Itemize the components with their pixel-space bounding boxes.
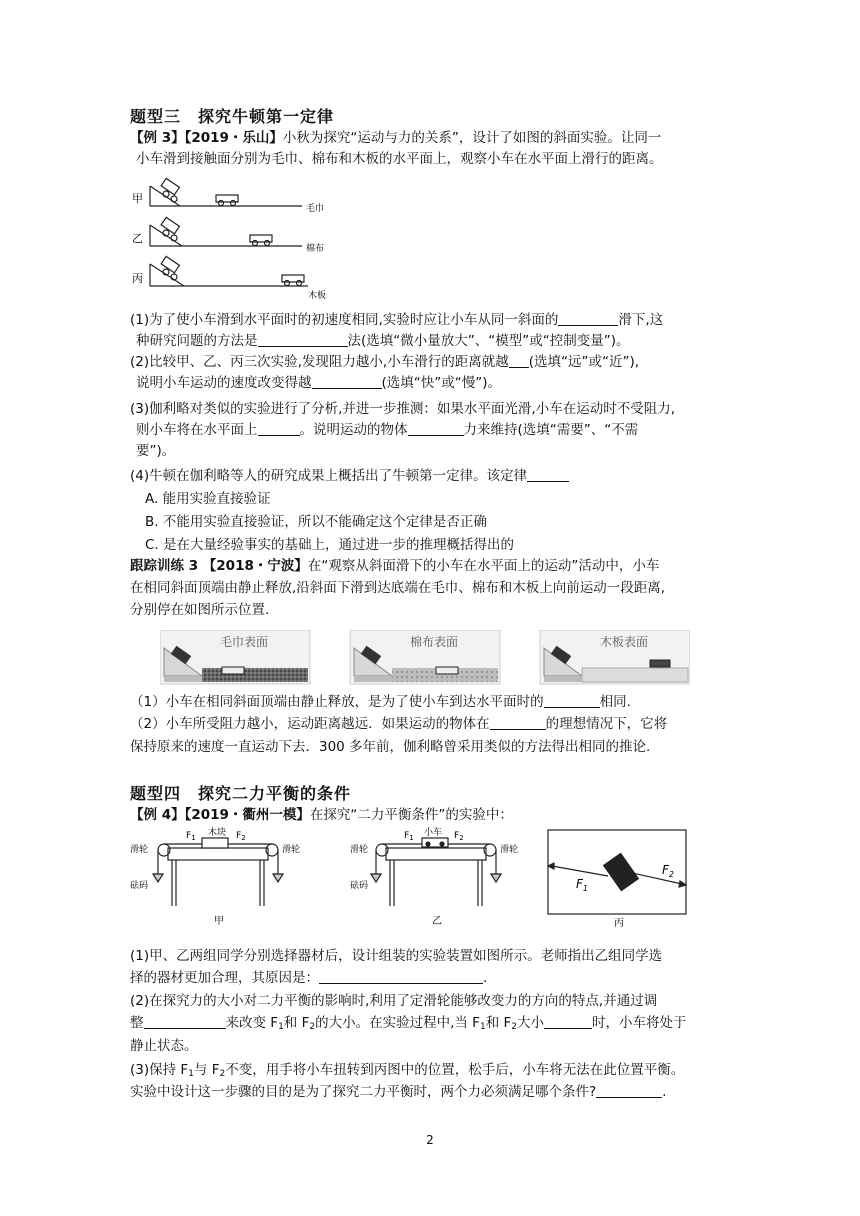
pulley-label-left-yi: 滑轮 bbox=[350, 845, 369, 855]
row-label-bing: 丙 bbox=[132, 272, 143, 285]
answer-blank[interactable] bbox=[312, 374, 382, 389]
tracking-3-line-1 bbox=[130, 556, 659, 576]
tracking-3-text: 在“观察从斜面滑下的小车在水平面上的运动”活动中，小车 bbox=[307, 558, 660, 574]
answer-blank[interactable] bbox=[596, 1083, 662, 1098]
subscript-1: 1 bbox=[188, 1069, 194, 1079]
q3-3-line-1: (3)伽利略对类似的实验进行了分析,并进一步推测：如果水平面光滑,小车在运动时不受阻力, bbox=[130, 401, 675, 417]
tracking-3-q2-text-b: 的理想情况下，它将 bbox=[545, 716, 668, 732]
q4-2-text-f: 和 F bbox=[485, 1015, 512, 1031]
q3-1-text-b: 滑下,这 bbox=[618, 312, 664, 328]
pulley-label-right-yi: 滑轮 bbox=[500, 845, 519, 855]
answer-blank[interactable] bbox=[509, 353, 529, 368]
q3-2-text-b: (选填“远”或“近”), bbox=[528, 354, 640, 370]
q4-1-line-1: (1)甲、乙两组同学分别选择器材后，设计组装的实验装置如图所示。老师指出乙组同学选 bbox=[130, 948, 663, 964]
q3-1-line-1 bbox=[130, 310, 663, 330]
tracking-3-q1-text-b: 相同. bbox=[599, 694, 631, 710]
weight-label-jia: 砝码 bbox=[130, 881, 149, 891]
pulley-label-left-jia: 滑轮 bbox=[130, 845, 149, 855]
pulley-label-right-jia: 滑轮 bbox=[282, 845, 301, 855]
q3-4-text: (4)牛顿在伽利略等人的研究成果上概括出了牛顿第一定律。该定律 bbox=[130, 468, 528, 484]
q3-2-text-d: (选填“快”或“慢”)。 bbox=[381, 375, 502, 391]
example-3-tag: 【例 3】【2019・乐山】 bbox=[130, 130, 283, 146]
tracking-3-line-3: 分别停在如图所示位置. bbox=[130, 602, 270, 618]
q3-2-line-2 bbox=[136, 373, 501, 393]
weight-label-yi: 砝码 bbox=[350, 881, 369, 891]
answer-blank[interactable] bbox=[144, 1014, 226, 1029]
q4-2-text-e: 的大小。在实验过程中,当 F bbox=[315, 1015, 480, 1031]
block-label: 木块 bbox=[208, 828, 227, 838]
q3-2-text-a: (2)比较甲、乙、丙三次实验,发现阻力越小,小车滑行的距离就越 bbox=[130, 354, 509, 370]
q4-2-line-3: 静止状态。 bbox=[130, 1038, 198, 1054]
example-4-tag: 【例 4】【2019・衢州一模】 bbox=[130, 807, 310, 823]
figure-label-yi: 乙 bbox=[432, 916, 442, 927]
subscript-2: 2 bbox=[219, 1069, 226, 1079]
q4-2-text-d: 和 F bbox=[283, 1015, 310, 1031]
example-4-intro bbox=[130, 805, 513, 825]
q4-2-text-g: 大小 bbox=[516, 1015, 544, 1031]
q4-3-line-1 bbox=[130, 1060, 684, 1084]
q3-2-text-c: 说明小车运动的速度改变得越 bbox=[136, 375, 312, 391]
tracking-3-q2-line-2: 保持原来的速度一直运动下去．300 多年前，伽利略曾采用类似的方法得出相同的推论. bbox=[130, 739, 651, 755]
surface-label-wood: 木板 bbox=[308, 291, 327, 301]
q3-3-text-c: 。说明运动的物体 bbox=[299, 422, 408, 438]
surface-label-towel: 毛巾 bbox=[306, 204, 325, 214]
q3-1-text-c: 种研究问题的方法是 bbox=[136, 333, 258, 349]
answer-blank[interactable] bbox=[558, 311, 618, 326]
q3-3-text-b: 则小车将在水平面上 bbox=[136, 422, 258, 438]
f1-label-jia: $F_1$ bbox=[186, 831, 196, 842]
answer-blank[interactable] bbox=[258, 332, 348, 347]
q3-1-text-d: 法(选填“微小量放大”、“模型”或“控制变量”)。 bbox=[347, 333, 630, 349]
figure-label-bing: 丙 bbox=[614, 918, 624, 928]
q4-3-line-2 bbox=[130, 1082, 666, 1102]
cart-label: 小车 bbox=[424, 828, 443, 838]
answer-blank[interactable] bbox=[319, 969, 483, 984]
answer-blank[interactable] bbox=[544, 693, 600, 708]
example-4-text: 在探究“二力平衡条件”的实验中： bbox=[309, 807, 513, 823]
q4-1-text-b: 择的器材更加合理，其原因是： bbox=[130, 970, 319, 986]
tracking-3-tag: 跟踪训练 3 【2018・宁波】 bbox=[130, 558, 308, 574]
incline-experiment-figure bbox=[130, 178, 360, 306]
q4-1-line-2 bbox=[130, 968, 487, 988]
section-4-heading: 题型四 探究二力平衡的条件 bbox=[130, 784, 352, 803]
q4-3-text-d: 实验中设计这一步骤的目的是为了探究二力平衡时，两个力必须满足哪个条件? bbox=[130, 1084, 597, 1100]
f2-label-jia: $F_2$ bbox=[236, 831, 246, 842]
answer-blank[interactable] bbox=[258, 421, 300, 436]
subscript-1: 1 bbox=[278, 1022, 284, 1032]
q4-1-text-c: . bbox=[483, 970, 488, 986]
q3-3-line-3: 要”)。 bbox=[136, 443, 176, 459]
tracking-3-q2-text-a: （2）小车所受阻力越小，运动距离越远．如果运动的物体在 bbox=[130, 716, 490, 732]
subscript-1: 1 bbox=[479, 1022, 486, 1032]
example-3-text: 小秋为探究“运动与力的关系”，设计了如图的斜面实验。让同一 bbox=[282, 130, 662, 146]
q4-2-text-c: 来改变 F bbox=[225, 1015, 279, 1031]
q4-2-line-1: (2)在探究力的大小对二力平衡的影响时,利用了定滑轮能够改变力的方向的特点,并通过调 bbox=[130, 993, 658, 1009]
q3-2-line-1 bbox=[130, 352, 639, 372]
tracking-3-q1 bbox=[130, 692, 631, 712]
f2-label-bing: $F_2$ bbox=[662, 863, 674, 879]
subscript-2: 2 bbox=[309, 1022, 316, 1032]
q4-3-text-a: (3)保持 F bbox=[130, 1062, 189, 1078]
f1-label-bing: $F_1$ bbox=[576, 877, 588, 893]
surface-label-cotton: 棉布 bbox=[306, 244, 325, 254]
q3-3-line-2 bbox=[136, 420, 638, 440]
wood-surface-label: 木板表面 bbox=[600, 635, 649, 649]
f1-label-yi: $F_1$ bbox=[404, 831, 414, 842]
tracking-3-q2-line-1 bbox=[130, 714, 667, 734]
option-b: B. 不能用实验直接验证，所以不能确定这个定律是否正确 bbox=[145, 514, 487, 530]
example-3-intro-line-1 bbox=[130, 128, 661, 148]
balance-apparatus-figure bbox=[128, 826, 688, 928]
q4-2-text-b: 整 bbox=[130, 1015, 144, 1031]
answer-blank[interactable] bbox=[408, 421, 464, 436]
row-label-jia: 甲 bbox=[132, 192, 143, 205]
option-a: A. 能用实验直接验证 bbox=[145, 491, 271, 507]
cotton-surface-label: 棉布表面 bbox=[410, 635, 459, 649]
section-3-heading: 题型三 探究牛顿第一定律 bbox=[130, 107, 335, 126]
q3-4-line bbox=[130, 466, 569, 486]
q4-2-line-2 bbox=[130, 1013, 686, 1037]
tracking-3-q1-text-a: （1）小车在相同斜面顶端由静止释放，是为了使小车到达水平面时的 bbox=[130, 694, 544, 710]
row-label-yi: 乙 bbox=[132, 232, 143, 245]
q4-3-text-e: . bbox=[662, 1084, 667, 1100]
answer-blank[interactable] bbox=[490, 715, 546, 730]
surface-photos-figure bbox=[160, 630, 690, 688]
page-number: 2 bbox=[426, 1133, 434, 1147]
towel-surface-label: 毛巾表面 bbox=[220, 635, 269, 649]
q3-1-line-2 bbox=[136, 331, 630, 351]
figure-label-jia: 甲 bbox=[214, 916, 224, 927]
tracking-3-line-2: 在相同斜面顶端由静止释放,沿斜面下滑到达底端在毛巾、棉布和木板上向前运动一段距离, bbox=[130, 580, 666, 596]
example-3-intro-line-2: 小车滑到接触面分别为毛巾、棉布和木板的水平面上，观察小车在水平面上滑行的距离。 bbox=[136, 151, 663, 167]
q3-3-text-d: 力来维持(选填“需要”、“不需 bbox=[463, 422, 639, 438]
answer-blank[interactable] bbox=[544, 1014, 592, 1029]
q4-2-text-h: 时，小车将处于 bbox=[591, 1015, 687, 1031]
answer-blank[interactable] bbox=[527, 467, 569, 482]
f2-label-yi: $F_2$ bbox=[454, 831, 464, 842]
q4-3-text-b: 与 F bbox=[193, 1062, 220, 1078]
q4-3-text-c: 不变，用手将小车扭转到丙图中的位置，松手后，小车将无法在此位置平衡。 bbox=[225, 1062, 685, 1078]
q3-1-text-a: (1)为了使小车滑到水平面时的初速度相同,实验时应让小车从同一斜面的 bbox=[130, 312, 559, 328]
subscript-2: 2 bbox=[511, 1022, 517, 1032]
option-c: C. 是在大量经验事实的基础上，通过进一步的推理概括得出的 bbox=[145, 537, 515, 553]
